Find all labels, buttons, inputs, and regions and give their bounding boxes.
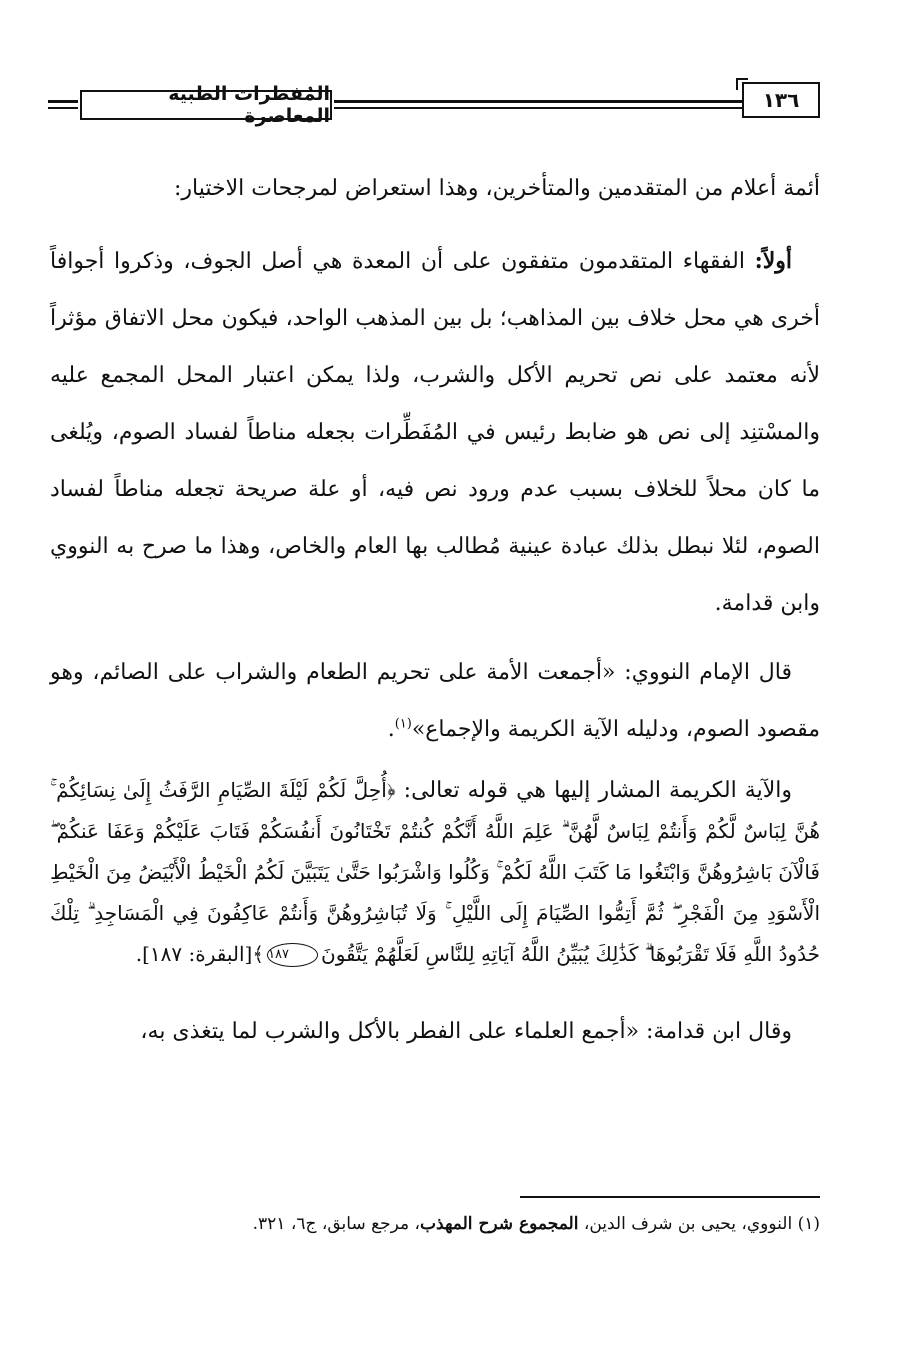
footnote-marker: (١) [797, 1214, 820, 1234]
verse-intro: والآية الكريمة المشار إليها هي قوله تعالى: [395, 778, 792, 803]
running-title-box [80, 83, 332, 127]
paragraph-first-point [50, 233, 820, 632]
surah-reference: [البقرة: ١٨٧]. [135, 942, 253, 966]
page-body [50, 160, 820, 1072]
page-number-box [742, 82, 820, 118]
paragraph-nawawi-quote [50, 644, 820, 758]
quran-verse-text: ﴿أُحِلَّ لَكُمْ لَيْلَةَ الصِّيَامِ الرَّفَثُ إِلَىٰ نِسَائِكُمْ ۚ هُنَّ لِبَاسٌ لَّكُمْ وَأَنتُمْ لِبَاسٌ لَّهُنَّ ۗ عَلِمَ اللَّهُ أَنَّكُمْ كُنتُمْ تَخْتَانُونَ أَنفُسَكُمْ فَتَابَ عَلَيْكُمْ وَعَفَا عَنكُمْ ۖ فَالْآنَ بَاشِرُوهُنَّ وَابْتَغُوا مَا كَتَبَ اللَّهُ لَكُمْ ۚ وَكُلُوا وَاشْرَبُوا حَتَّىٰ يَتَبَيَّنَ لَكُمُ الْخَيْطُ الْأَبْيَضُ مِنَ الْخَيْطِ الْأَسْوَدِ مِنَ الْفَجْرِ ۖ ثُمَّ أَتِمُّوا الصِّيَامَ إِلَى اللَّيْلِ ۚ وَلَا تُبَاشِرُوهُنَّ وَأَنتُمْ عَاكِفُونَ فِي الْمَسَاجِدِ ۗ تِلْكَ حُدُودُ اللَّهِ فَلَا تَقْرَبُوهَا ۗ كَذَٰلِكَ يُبَيِّنُ اللَّهُ آيَاتِهِ لِلنَّاسِ لَعَلَّهُمْ يَتَّقُونَ [50, 778, 820, 966]
page-header [48, 83, 820, 130]
paragraph-ibn-qudama-quote: وقال ابن قدامة: «أجمع العلماء على الفطر بالأكل والشرب لما يتغذى به، [140, 1019, 792, 1044]
header-rule-middle-top [334, 100, 742, 103]
footnote-reference[interactable]: (١) [394, 716, 412, 732]
running-title: المُفطرات الطبية المعاصرة [168, 83, 330, 127]
quran-close-bracket: ﴾ [252, 942, 265, 966]
header-rule-left-top [48, 100, 78, 103]
footnote-details: ، مرجع سابق، ج٦، ٣٢١. [252, 1214, 421, 1234]
footnote-separator [520, 1196, 820, 1198]
nawawi-quote-end: . [387, 717, 395, 742]
paragraph-lead-word: أولاً: [754, 248, 792, 274]
page-number: ١٣٦ [762, 88, 800, 112]
footnote-author: النووي، يحيى بن شرف الدين، [578, 1214, 798, 1234]
nawawi-quote-text: قال الإمام النووي: «أجمعت الأمة على تحريم الطعام والشراب على الصائم، وهو مقصود الصوم، ودليله الآية الكريمة والإجماع» [50, 660, 820, 742]
ayah-number-marker: ١٨٧ [267, 943, 318, 967]
paragraph-first-point-body: الفقهاء المتقدمون متفقون على أن المعدة هي أصل الجوف، وذكروا أجوافاً أخرى هي محل خلاف بين المذاهب؛ بل بين المذهب الواحد، فيكون محل الاتفاق مؤثراً لأنه معتمد على نص تحريم الأكل والشرب، ولذا يمكن اعتبار المحل المجمع عليه والمسْتنِد إلى نص هو ضابط رئيس في المُفَطِّرات بجعله مناطاً لفساد الصوم، ويُلغى ما كان محلاً للخلاف بسبب عدم ورود نص فيه، أو علة صريحة تجعله مناطاً لفساد الصوم، لئلا نبطل بذلك عبادة عينية مُطالب بها العام والخاص، وهذا ما صرح به النووي وابن قدامة. [50, 249, 820, 616]
paragraph-quran-verse [50, 770, 820, 975]
paragraph-intro: أئمة أعلام من المتقدمين والمتأخرين، وهذا استعراض لمرجحات الاختيار: [173, 176, 820, 201]
header-rule-middle-bottom [334, 107, 742, 109]
header-rule-left-bottom [48, 107, 78, 109]
footnote-book-title: المجموع شرح المهذب [420, 1214, 579, 1234]
page-number-ornament [736, 78, 748, 90]
footnote [50, 1208, 820, 1240]
